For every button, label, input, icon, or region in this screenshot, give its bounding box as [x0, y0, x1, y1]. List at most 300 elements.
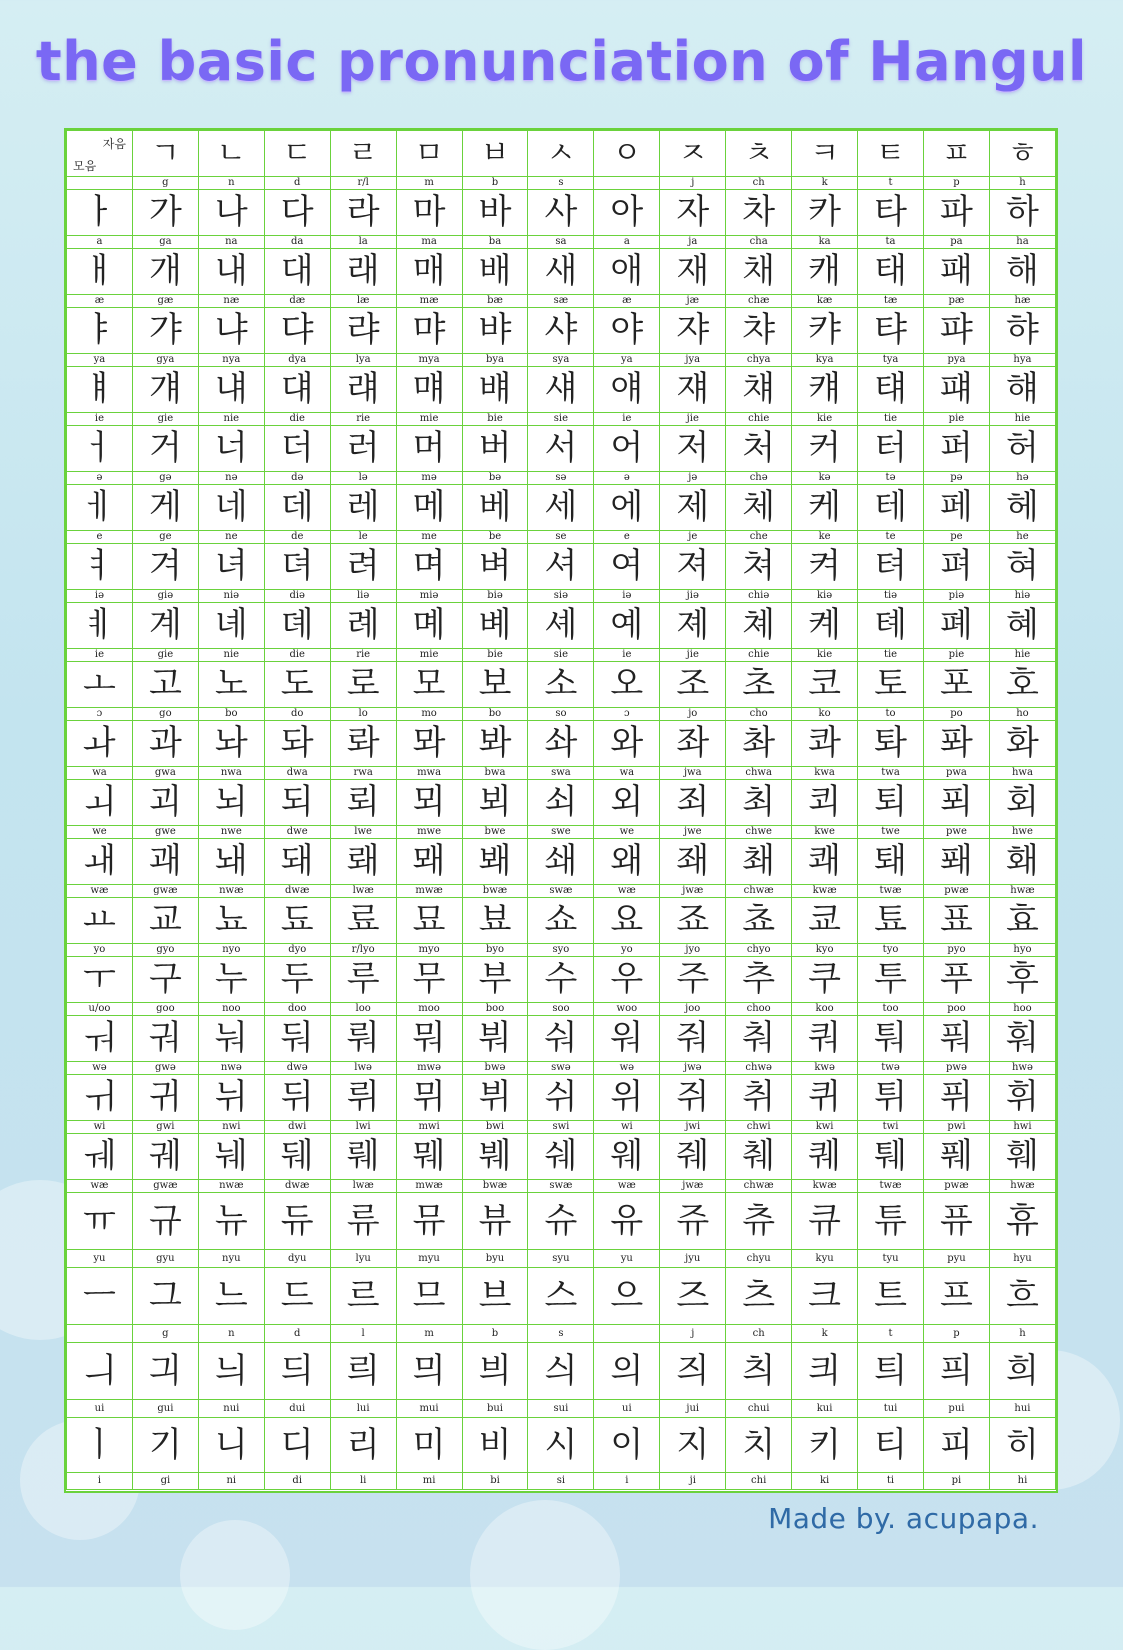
syllable-cell: 냬	[198, 367, 264, 413]
roman-cell: ch	[726, 177, 792, 190]
roman-cell: b	[462, 1325, 528, 1343]
roman-cell: niə	[198, 590, 264, 603]
roman-cell: liə	[330, 590, 396, 603]
syllable-cell: 뷔	[462, 1075, 528, 1121]
roman-cell: jwə	[660, 1062, 726, 1075]
syllable-cell: 호	[989, 662, 1055, 708]
hangul-chart	[64, 128, 1058, 1493]
roman-cell: di	[264, 1473, 330, 1490]
syllable-cell: 여	[594, 544, 660, 590]
syllable-cell: 매	[396, 249, 462, 295]
syllable-cell: 다	[264, 190, 330, 236]
syllable-cell: 톄	[858, 603, 924, 649]
syllable-cell: 초	[726, 662, 792, 708]
syllable-cell: 숴	[528, 1016, 594, 1062]
roman-cell: ch	[726, 1325, 792, 1343]
syllable-cell: 소	[528, 662, 594, 708]
syllable-cell: 화	[989, 721, 1055, 767]
consonant-cell: ㅂ	[462, 131, 528, 177]
syllable-cell: 효	[989, 898, 1055, 944]
syllable-cell: 퀘	[792, 1134, 858, 1180]
consonant-cell: ㅍ	[923, 131, 989, 177]
roman-cell: gyu	[132, 1250, 198, 1268]
syllable-cell: 와	[594, 721, 660, 767]
roman-cell: gwi	[132, 1121, 198, 1134]
syllable-cell: 볘	[462, 603, 528, 649]
roman-cell: pwi	[923, 1121, 989, 1134]
syllable-cell: 케	[792, 485, 858, 531]
syllable-cell: 럐	[330, 367, 396, 413]
syllable-cell: 좨	[660, 839, 726, 885]
syllable-cell: 챠	[726, 308, 792, 354]
roman-cell: die	[264, 649, 330, 662]
roman-cell: be	[462, 531, 528, 544]
roman-cell: chiə	[726, 590, 792, 603]
syllable-cell: 먜	[396, 367, 462, 413]
syllable-cell: 턔	[858, 367, 924, 413]
roman-cell: miə	[396, 590, 462, 603]
roman-cell: mi	[396, 1473, 462, 1490]
roman-cell: ja	[660, 236, 726, 249]
syllable-cell: 춰	[726, 1016, 792, 1062]
roman-cell: piə	[923, 590, 989, 603]
syllable-cell: 쥬	[660, 1193, 726, 1250]
roman-cell: j	[660, 177, 726, 190]
roman-cell: bui	[462, 1400, 528, 1418]
roman-cell: twə	[858, 1062, 924, 1075]
roman-cell: diə	[264, 590, 330, 603]
roman-cell: næ	[198, 295, 264, 308]
syllable-cell: 뢰	[330, 780, 396, 826]
roman-cell: twe	[858, 826, 924, 839]
vowel-roman-cell: wæ	[67, 885, 133, 898]
syllable-cell: 뤠	[330, 1134, 396, 1180]
roman-cell: bie	[462, 649, 528, 662]
syllable-cell: 스	[528, 1268, 594, 1325]
syllable-cell: 애	[594, 249, 660, 295]
syllable-cell: 더	[264, 426, 330, 472]
vowel-roman-cell: yu	[67, 1250, 133, 1268]
roman-cell: swi	[528, 1121, 594, 1134]
roman-cell: ba	[462, 236, 528, 249]
vowel-roman-cell: æ	[67, 295, 133, 308]
roman-cell: i	[594, 1473, 660, 1490]
hangul-table	[66, 130, 1056, 1490]
roman-cell: la	[330, 236, 396, 249]
roman-cell: si	[528, 1473, 594, 1490]
syllable-row	[67, 1075, 1056, 1121]
consonant-cell: ㄴ	[198, 131, 264, 177]
roman-cell: mwə	[396, 1062, 462, 1075]
syllable-cell: 푸	[923, 957, 989, 1003]
syllable-cell: 틔	[858, 1343, 924, 1400]
roman-cell: n	[198, 1325, 264, 1343]
syllable-cell: 패	[923, 249, 989, 295]
syllable-cell: 터	[858, 426, 924, 472]
roman-cell: ui	[594, 1400, 660, 1418]
roman-cell: hwe	[989, 826, 1055, 839]
syllable-cell: 귀	[132, 1075, 198, 1121]
syllable-cell: 해	[989, 249, 1055, 295]
roman-cell: twi	[858, 1121, 924, 1134]
vowel-cell: ㅙ	[67, 839, 133, 885]
roman-cell: bwe	[462, 826, 528, 839]
syllable-cell: 며	[396, 544, 462, 590]
syllable-cell: 튜	[858, 1193, 924, 1250]
syllable-cell: 쥐	[660, 1075, 726, 1121]
roman-cell: mwa	[396, 767, 462, 780]
roman-cell: ge	[132, 531, 198, 544]
roman-cell: ie	[594, 413, 660, 426]
syllable-cell: 네	[198, 485, 264, 531]
roman-cell: hiə	[989, 590, 1055, 603]
syllable-cell: 셰	[528, 603, 594, 649]
consonant-roman-row	[67, 177, 1056, 190]
roman-cell: pwə	[923, 1062, 989, 1075]
roman-cell: bwæ	[462, 885, 528, 898]
roman-cell: yu	[594, 1250, 660, 1268]
roman-cell: doo	[264, 1003, 330, 1016]
syllable-cell: 홰	[989, 839, 1055, 885]
syllable-row	[67, 190, 1056, 236]
roman-cell: lwə	[330, 1062, 396, 1075]
syllable-cell: 자	[660, 190, 726, 236]
syllable-cell: 좌	[660, 721, 726, 767]
syllable-cell: 웨	[594, 1134, 660, 1180]
syllable-cell: 차	[726, 190, 792, 236]
syllable-row	[67, 1016, 1056, 1062]
roman-cell: nwa	[198, 767, 264, 780]
syllable-row	[67, 426, 1056, 472]
roman-cell: chui	[726, 1400, 792, 1418]
roman-cell: too	[858, 1003, 924, 1016]
roman-cell: də	[264, 472, 330, 485]
roman-cell: hie	[989, 413, 1055, 426]
roman-row	[67, 826, 1056, 839]
roman-cell: jwæ	[660, 885, 726, 898]
syllable-cell: 키	[792, 1418, 858, 1473]
syllable-cell: 챼	[726, 367, 792, 413]
syllable-cell: 붸	[462, 1134, 528, 1180]
syllable-cell: 허	[989, 426, 1055, 472]
consonant-cell: ㅋ	[792, 131, 858, 177]
syllable-cell: 햬	[989, 367, 1055, 413]
syllable-cell: 쿼	[792, 1016, 858, 1062]
roman-cell: læ	[330, 295, 396, 308]
syllable-cell: 내	[198, 249, 264, 295]
roman-cell: gyo	[132, 944, 198, 957]
roman-cell: ɔ	[594, 708, 660, 721]
syllable-cell: 뒤	[264, 1075, 330, 1121]
syllable-cell: 줴	[660, 1134, 726, 1180]
roman-cell: chwi	[726, 1121, 792, 1134]
syllable-cell: 태	[858, 249, 924, 295]
syllable-cell: 캬	[792, 308, 858, 354]
vowel-label: 모음	[73, 159, 97, 173]
syllable-cell: 가	[132, 190, 198, 236]
syllable-cell: 툐	[858, 898, 924, 944]
roman-cell: chwæ	[726, 1180, 792, 1193]
syllable-cell: 벼	[462, 544, 528, 590]
roman-cell: pwa	[923, 767, 989, 780]
syllable-cell: 돼	[264, 839, 330, 885]
syllable-cell: 나	[198, 190, 264, 236]
syllable-cell: 쾌	[792, 839, 858, 885]
roman-cell: goo	[132, 1003, 198, 1016]
roman-cell: pi	[923, 1473, 989, 1490]
roman-cell: de	[264, 531, 330, 544]
syllable-cell: 쇠	[528, 780, 594, 826]
vowel-roman-cell: ə	[67, 472, 133, 485]
roman-cell: tyo	[858, 944, 924, 957]
syllable-cell: 탸	[858, 308, 924, 354]
syllable-cell: 븨	[462, 1343, 528, 1400]
syllable-cell: 뭐	[396, 1016, 462, 1062]
roman-cell: dwi	[264, 1121, 330, 1134]
syllable-cell: 췌	[726, 1134, 792, 1180]
roman-cell: pui	[923, 1400, 989, 1418]
syllable-cell: 뤄	[330, 1016, 396, 1062]
roman-cell: chwæ	[726, 885, 792, 898]
roman-cell: dyu	[264, 1250, 330, 1268]
syllable-cell: 뱨	[462, 367, 528, 413]
roman-cell: jə	[660, 472, 726, 485]
syllable-cell: 뎨	[264, 603, 330, 649]
roman-cell: lwæ	[330, 1180, 396, 1193]
syllable-cell: 처	[726, 426, 792, 472]
roman-cell: gui	[132, 1400, 198, 1418]
roman-cell: moo	[396, 1003, 462, 1016]
roman-cell: dwə	[264, 1062, 330, 1075]
roman-cell: chyu	[726, 1250, 792, 1268]
syllable-row	[67, 485, 1056, 531]
syllable-cell: 례	[330, 603, 396, 649]
roman-cell: kyu	[792, 1250, 858, 1268]
roman-cell: kə	[792, 472, 858, 485]
syllable-cell: 댸	[264, 367, 330, 413]
syllable-cell: 으	[594, 1268, 660, 1325]
roman-cell: do	[264, 708, 330, 721]
roman-cell: hyu	[989, 1250, 1055, 1268]
syllable-row	[67, 662, 1056, 708]
roman-cell: bo	[462, 708, 528, 721]
roman-cell: swa	[528, 767, 594, 780]
roman-cell: da	[264, 236, 330, 249]
syllable-cell: 히	[989, 1418, 1055, 1473]
syllable-cell: 큐	[792, 1193, 858, 1250]
syllable-cell: 버	[462, 426, 528, 472]
vowel-cell: ㅏ	[67, 190, 133, 236]
syllable-cell: 톼	[858, 721, 924, 767]
roman-cell: bi	[462, 1473, 528, 1490]
syllable-cell: 믜	[396, 1343, 462, 1400]
syllable-cell: 봐	[462, 721, 528, 767]
syllable-cell: 죄	[660, 780, 726, 826]
roman-cell: mæ	[396, 295, 462, 308]
syllable-cell: 트	[858, 1268, 924, 1325]
roman-cell: bə	[462, 472, 528, 485]
roman-cell: mya	[396, 354, 462, 367]
syllable-cell: 풰	[923, 1134, 989, 1180]
roman-cell: dwæ	[264, 1180, 330, 1193]
roman-cell: gwə	[132, 1062, 198, 1075]
syllable-cell: 러	[330, 426, 396, 472]
syllable-cell: 돠	[264, 721, 330, 767]
roman-row	[67, 354, 1056, 367]
roman-cell: mə	[396, 472, 462, 485]
roman-cell: dwæ	[264, 885, 330, 898]
roman-cell: tya	[858, 354, 924, 367]
vowel-roman-cell: a	[67, 236, 133, 249]
roman-cell: hwæ	[989, 1180, 1055, 1193]
roman-cell: twa	[858, 767, 924, 780]
vowel-roman-cell: ui	[67, 1400, 133, 1418]
roman-cell: tyu	[858, 1250, 924, 1268]
syllable-cell: 요	[594, 898, 660, 944]
syllable-cell: 료	[330, 898, 396, 944]
syllable-cell: 피	[923, 1418, 989, 1473]
roman-cell: chie	[726, 413, 792, 426]
roman-cell: pwe	[923, 826, 989, 839]
syllable-cell: 됴	[264, 898, 330, 944]
roman-cell: nya	[198, 354, 264, 367]
syllable-cell: 의	[594, 1343, 660, 1400]
syllable-row	[67, 1268, 1056, 1325]
roman-cell: hwæ	[989, 885, 1055, 898]
syllable-cell: 퍠	[923, 367, 989, 413]
syllable-cell: 쿄	[792, 898, 858, 944]
roman-cell: pie	[923, 413, 989, 426]
roman-cell: lwi	[330, 1121, 396, 1134]
consonant-label: 자음	[102, 137, 126, 151]
vowel-roman-cell: ya	[67, 354, 133, 367]
syllable-cell: 주	[660, 957, 726, 1003]
roman-row	[67, 649, 1056, 662]
syllable-cell: 사	[528, 190, 594, 236]
roman-cell: lui	[330, 1400, 396, 1418]
roman-cell: syu	[528, 1250, 594, 1268]
syllable-cell: 르	[330, 1268, 396, 1325]
syllable-cell: 쵸	[726, 898, 792, 944]
syllable-cell: 놔	[198, 721, 264, 767]
roman-cell: mwæ	[396, 1180, 462, 1193]
vowel-cell: ㅝ	[67, 1016, 133, 1062]
syllable-cell: 괘	[132, 839, 198, 885]
syllable-cell: 퀴	[792, 1075, 858, 1121]
syllable-cell: 랴	[330, 308, 396, 354]
roman-cell: mwe	[396, 826, 462, 839]
syllable-cell: 비	[462, 1418, 528, 1473]
syllable-cell: 겨	[132, 544, 198, 590]
roman-cell: hya	[989, 354, 1055, 367]
roman-cell: twæ	[858, 885, 924, 898]
roman-cell: jyu	[660, 1250, 726, 1268]
roman-cell: ke	[792, 531, 858, 544]
syllable-cell: 펴	[923, 544, 989, 590]
syllable-cell: 티	[858, 1418, 924, 1473]
syllable-cell: 리	[330, 1418, 396, 1473]
roman-cell: myu	[396, 1250, 462, 1268]
syllable-cell: 놰	[198, 839, 264, 885]
syllable-cell: 려	[330, 544, 396, 590]
roman-cell: ji	[660, 1473, 726, 1490]
syllable-cell: 하	[989, 190, 1055, 236]
vowel-roman-cell: wa	[67, 767, 133, 780]
vowel-cell: ㅕ	[67, 544, 133, 590]
vowel-cell: ㅗ	[67, 662, 133, 708]
roman-cell: kya	[792, 354, 858, 367]
syllable-cell: 테	[858, 485, 924, 531]
roman-cell: me	[396, 531, 462, 544]
roman-row	[67, 295, 1056, 308]
roman-cell: k	[792, 177, 858, 190]
syllable-cell: 거	[132, 426, 198, 472]
roman-cell: kyo	[792, 944, 858, 957]
syllable-row	[67, 1193, 1056, 1250]
syllable-cell: 픠	[923, 1343, 989, 1400]
syllable-cell: 샤	[528, 308, 594, 354]
roman-cell: bo	[198, 708, 264, 721]
roman-cell: twæ	[858, 1180, 924, 1193]
roman-row	[67, 472, 1056, 485]
syllable-cell: 되	[264, 780, 330, 826]
syllable-cell: 미	[396, 1418, 462, 1473]
roman-cell: jui	[660, 1400, 726, 1418]
syllable-cell: 쳐	[726, 544, 792, 590]
roman-cell: t	[858, 1325, 924, 1343]
vowel-cell: ㅔ	[67, 485, 133, 531]
roman-cell: p	[923, 1325, 989, 1343]
syllable-cell: 퐤	[923, 839, 989, 885]
syllable-cell: 쉐	[528, 1134, 594, 1180]
roman-cell: biə	[462, 590, 528, 603]
syllable-cell: 너	[198, 426, 264, 472]
roman-cell: ga	[132, 236, 198, 249]
syllable-cell: 서	[528, 426, 594, 472]
roman-cell: ma	[396, 236, 462, 249]
roman-cell: gwa	[132, 767, 198, 780]
roman-cell: go	[132, 708, 198, 721]
syllable-cell: 둬	[264, 1016, 330, 1062]
syllable-cell: 퓨	[923, 1193, 989, 1250]
roman-cell: wi	[594, 1121, 660, 1134]
roman-cell: tie	[858, 413, 924, 426]
roman-cell: h	[989, 1325, 1055, 1343]
syllable-cell: 녀	[198, 544, 264, 590]
syllable-cell: 즈	[660, 1268, 726, 1325]
roman-cell: pwæ	[923, 1180, 989, 1193]
syllable-cell: 데	[264, 485, 330, 531]
roman-cell: lya	[330, 354, 396, 367]
syllable-cell: 뒈	[264, 1134, 330, 1180]
syllable-cell: 묘	[396, 898, 462, 944]
roman-cell: r/lyo	[330, 944, 396, 957]
vowel-roman-cell: iə	[67, 590, 133, 603]
roman-cell: giə	[132, 590, 198, 603]
syllable-cell: 추	[726, 957, 792, 1003]
syllable-cell: 킈	[792, 1343, 858, 1400]
syllable-cell: 캐	[792, 249, 858, 295]
syllable-cell: 늬	[198, 1343, 264, 1400]
syllable-cell: 표	[923, 898, 989, 944]
syllable-cell: 재	[660, 249, 726, 295]
syllable-row	[67, 603, 1056, 649]
roman-cell: kiə	[792, 590, 858, 603]
vowel-roman-cell: wə	[67, 1062, 133, 1075]
syllable-cell: 릐	[330, 1343, 396, 1400]
vowel-roman-cell: ɔ	[67, 708, 133, 721]
syllable-cell: 게	[132, 485, 198, 531]
